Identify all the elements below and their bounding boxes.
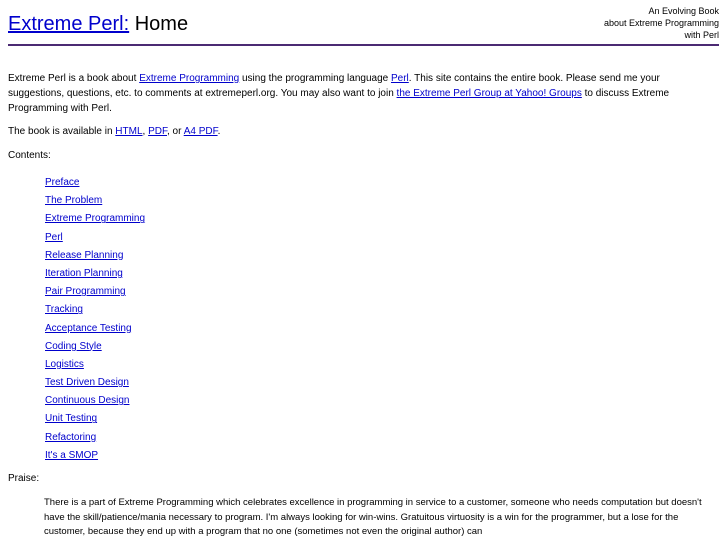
formats-sep-1: , — [142, 126, 149, 137]
toc-link-preface[interactable]: Preface — [45, 177, 80, 188]
toc-item — [45, 266, 713, 284]
toc-link-its-a-smop[interactable]: It's a SMOP — [45, 449, 99, 461]
intro-paragraph — [8, 71, 713, 116]
yahoo-group-link[interactable]: the Extreme Perl Group at Yahoo! Groups — [396, 88, 582, 99]
praise-quote: There is a part of Extreme Programming which celebrates excellence in programming in service to a customer, someone who needs computation but doesn't have the skill/patience/mania necessary to program. I'm always looking for win-wins. Gratuitous virtuosity is a win for the programmer, but a lose for the customer, because they end up with a program that no one (sometimes not even the original author) can — [44, 497, 702, 537]
toc-item — [45, 230, 713, 248]
extreme-programming-link[interactable]: Extreme Programming — [139, 73, 240, 84]
tagline-line-3: with Perl — [684, 30, 719, 40]
toc-link-tracking[interactable]: Tracking — [45, 304, 83, 316]
html-format-link[interactable]: HTML — [115, 126, 143, 137]
toc-link-continuous-design[interactable]: Continuous Design — [45, 395, 130, 407]
toc-item — [45, 448, 713, 466]
toc-item — [45, 248, 713, 266]
perl-link[interactable]: Perl — [390, 73, 409, 84]
praise-label: Praise: — [8, 473, 40, 484]
toc-item — [45, 175, 713, 193]
toc-link-pair-programming[interactable]: Pair Programming — [45, 286, 126, 298]
toc-link-perl[interactable]: Perl — [45, 231, 63, 243]
toc-item — [45, 321, 713, 339]
toc-link-acceptance-testing[interactable]: Acceptance Testing — [45, 322, 132, 334]
toc-link-iteration-planning[interactable]: Iteration Planning — [45, 267, 123, 279]
site-title-link[interactable]: Extreme Perl: — [8, 13, 130, 35]
formats-text: The book is available in — [8, 126, 116, 137]
intro-text-4: to discuss Extreme Programming with Perl. — [8, 88, 670, 114]
pdf-format-link[interactable]: PDF — [148, 126, 167, 137]
contents-label: Contents: — [8, 150, 51, 161]
intro-text-2: using the programming language — [239, 73, 391, 84]
toc-link-the-problem[interactable]: The Problem — [45, 195, 103, 207]
page-title — [8, 12, 188, 36]
page-header — [8, 0, 719, 46]
toc-item — [45, 357, 713, 375]
toc-item — [45, 193, 713, 211]
formats-end: . — [217, 126, 221, 137]
intro-text-3: . This site contains the entire book. Please send me your suggestions, questions, etc. to comments at extremeperl.org. You may also want to join — [8, 73, 660, 99]
a4-pdf-format-link[interactable]: A4 PDF — [183, 126, 218, 137]
toc-link-release-planning[interactable]: Release Planning — [45, 249, 124, 261]
toc-item — [45, 211, 713, 229]
intro-text-1: Extreme Perl is a book about — [8, 73, 140, 84]
tagline-line-2: about Extreme Programming — [603, 18, 719, 28]
toc-link-logistics[interactable]: Logistics — [45, 358, 84, 370]
toc-link-refactoring[interactable]: Refactoring — [45, 431, 97, 443]
toc-link-extreme-programming[interactable]: Extreme Programming — [45, 213, 146, 225]
formats-paragraph — [8, 124, 713, 139]
main-content — [0, 71, 727, 540]
toc-item — [45, 411, 713, 429]
formats-sep-2: , or — [167, 126, 184, 137]
toc-link-unit-testing[interactable]: Unit Testing — [45, 413, 98, 425]
toc-item — [45, 375, 713, 393]
toc-item — [45, 430, 713, 448]
tagline — [604, 5, 719, 41]
page-title-text: Home — [134, 13, 189, 35]
toc-link-coding-style[interactable]: Coding Style — [45, 340, 102, 352]
toc-item — [45, 393, 713, 411]
toc-item — [45, 339, 713, 357]
tagline-line-1: An Evolving Book — [648, 6, 719, 16]
toc-link-test-driven-design[interactable]: Test Driven Design — [45, 377, 129, 389]
toc-item — [45, 302, 713, 320]
toc-item — [45, 284, 713, 302]
table-of-contents — [8, 175, 713, 466]
